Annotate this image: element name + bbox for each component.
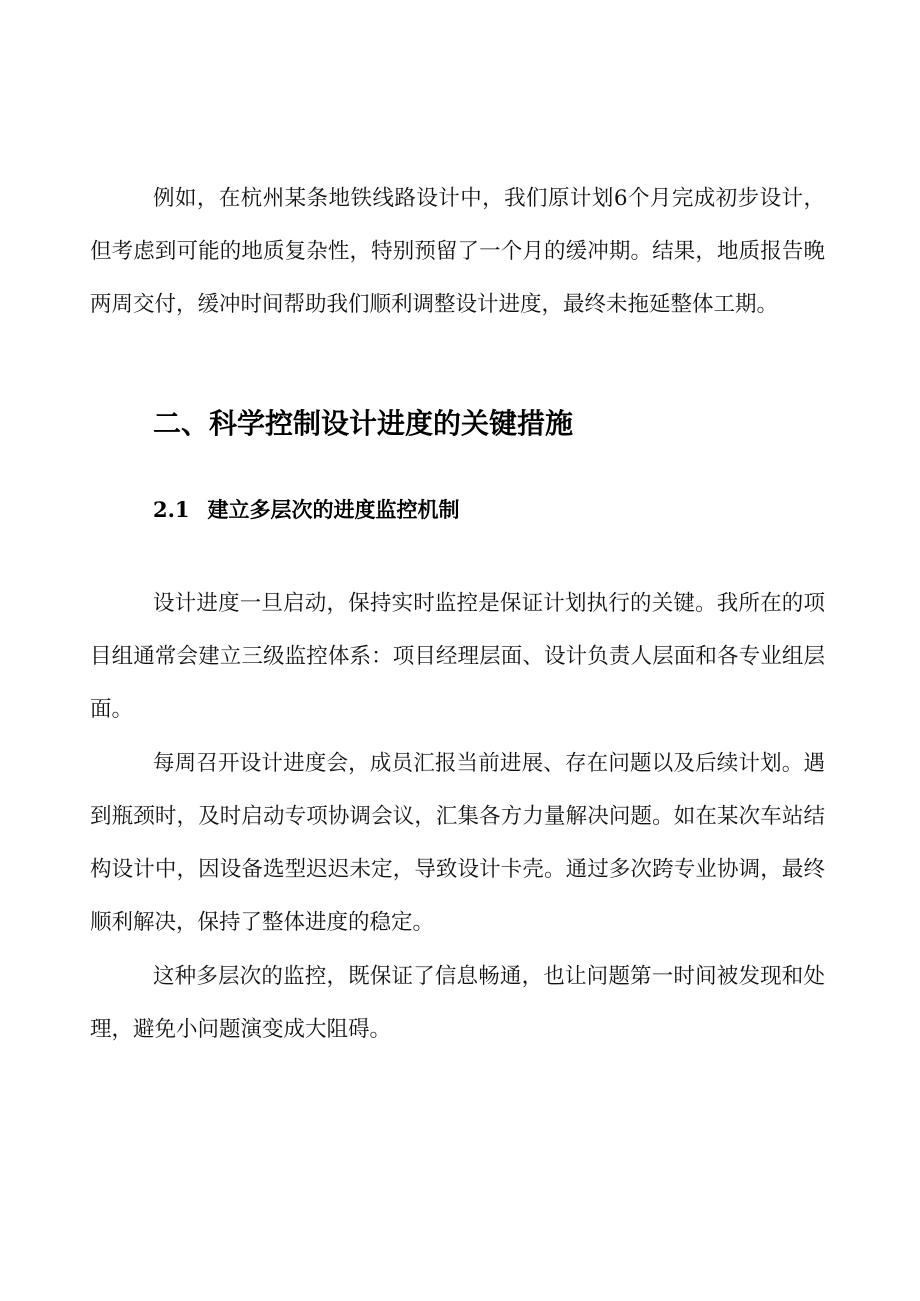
subsection-number: 2.1 — [153, 497, 190, 522]
body-paragraph: 设计进度一旦启动，保持实时监控是保证计划执行的关键。我所在的项目组通常会建立三级监控体系：项目经理层面、设计负责人层面和各专业组层面。 — [90, 591, 825, 722]
subsection-title: 建立多层次的进度监控机制 — [207, 498, 460, 522]
body-paragraph: 例如，在杭州某条地铁线路设计中，我们原计划6个月完成初步设计，但考虑到可能的地质复杂性，特别预留了一个月的缓冲期。结果，地质报告晚两周交付，缓冲时间帮助我们顺利调整设计进度，最终未拖延整体工期。 — [90, 186, 825, 317]
subsection-heading — [153, 490, 460, 530]
body-paragraph: 这种多层次的监控，既保证了信息畅通，也让问题第一时间被发现和处理，避免小问题演变成大阻碍。 — [90, 964, 825, 1042]
section-heading: 二、科学控制设计进度的关键措施 — [153, 407, 574, 440]
body-paragraph: 每周召开设计进度会，成员汇报当前进展、存在问题以及后续计划。遇到瓶颈时，及时启动专项协调会议，汇集各方力量解决问题。如在某次车站结构设计中，因设备选型迟迟未定，导致设计卡壳。通过多次跨专业协调，最终顺利解决，保持了整体进度的稳定。 — [90, 751, 825, 935]
